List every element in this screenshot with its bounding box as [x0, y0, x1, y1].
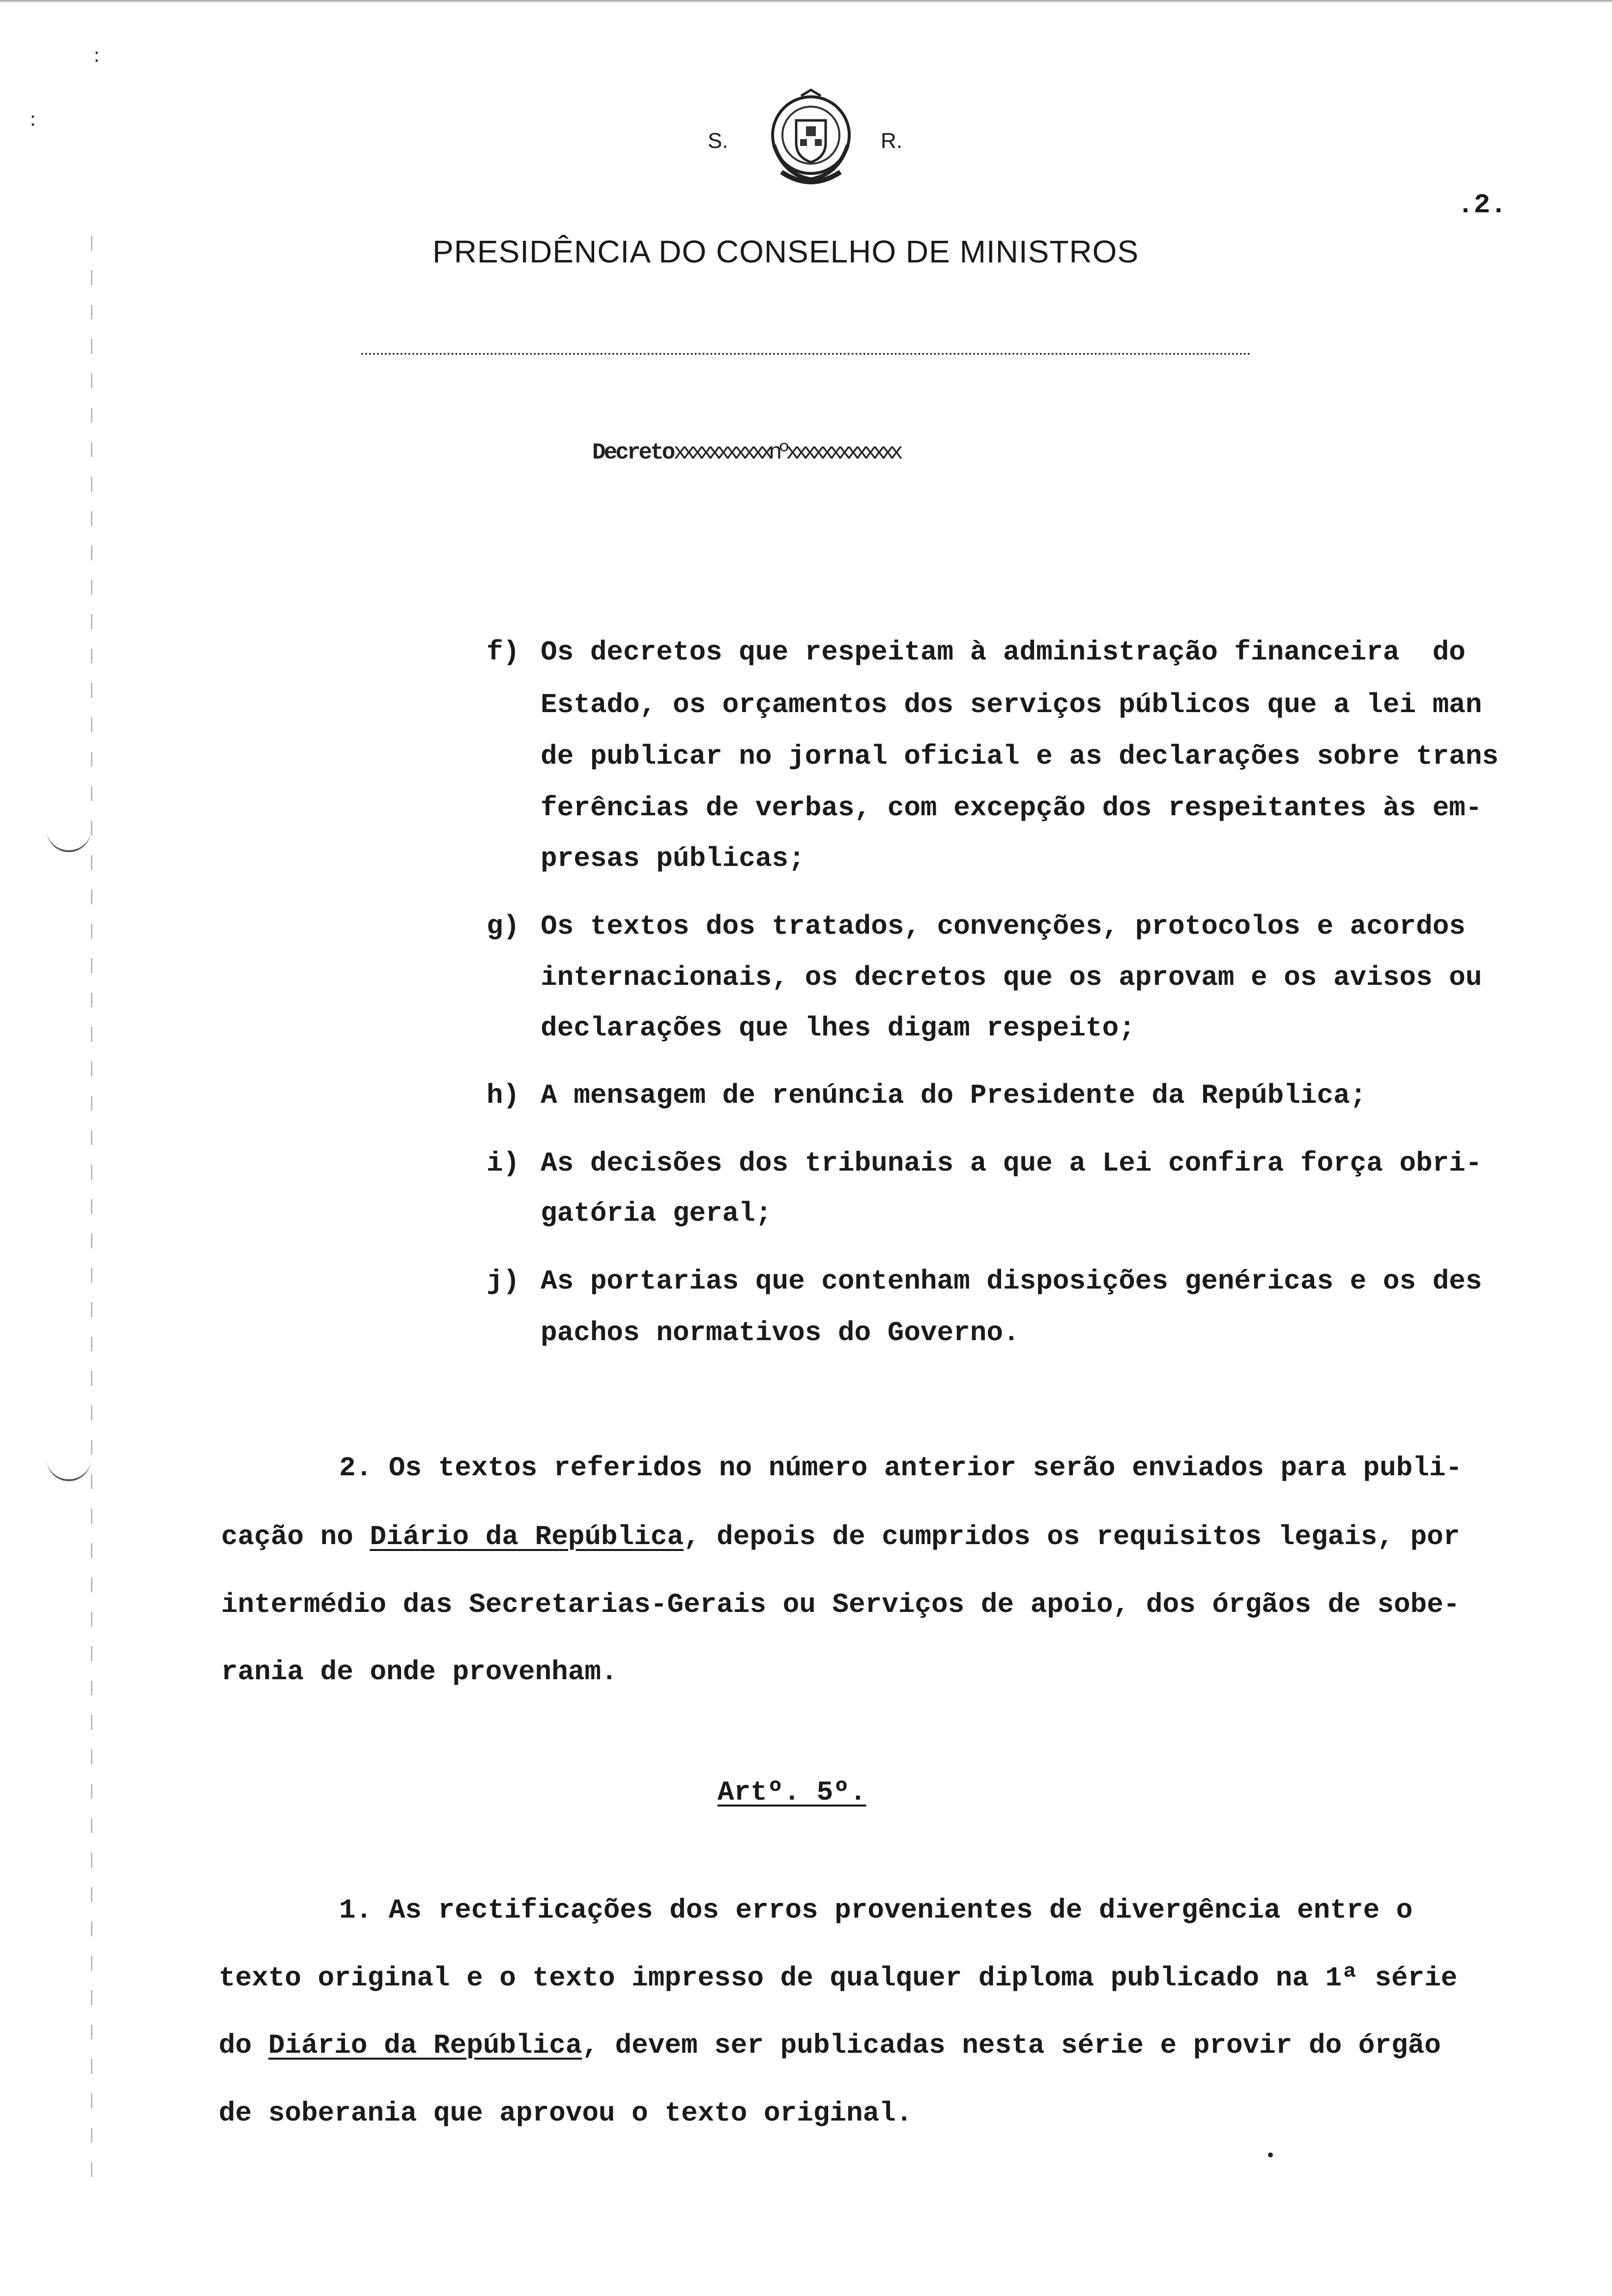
article-heading: Artº. 5º. [718, 1777, 866, 1808]
diario-da-republica-underlined: Diário da República [268, 2030, 582, 2061]
list-item-line: internacionais, os decretos que os aprovam e os avisos ou [541, 962, 1482, 993]
list-item-line: Os textos dos tratados, convenções, protocolos e acordos [541, 911, 1466, 942]
list-item-line: As portarias que contenham disposições genéricas e os des [541, 1265, 1482, 1297]
list-item-line: Estado, os orçamentos dos serviços públicos que a lei man [541, 689, 1482, 720]
list-item-line: Os decretos que respeitam à administração financeira do [541, 636, 1466, 668]
list-item-label: g) [487, 911, 520, 942]
list-item-label: j) [487, 1265, 520, 1297]
punch-hole-mark [47, 1450, 91, 1481]
margin-mark: : [29, 108, 36, 131]
paragraph-line: cação no Diário da República, depois de cumpridos os requisitos legais, por [221, 1521, 1460, 1552]
header-r-letter: R. [881, 129, 902, 153]
diario-da-republica-underlined: Diário da República [370, 1521, 684, 1552]
punch-hole-mark [47, 821, 91, 852]
list-item-line: pachos normativos do Governo. [541, 1317, 1020, 1349]
paragraph-line: rania de onde provenham. [221, 1656, 618, 1688]
list-item-line: As decisões dos tribunais a que a Lei confira força obri- [541, 1148, 1482, 1179]
list-item-label: i) [487, 1148, 520, 1179]
paragraph-line: 1. As rectificações dos erros provenientes de divergência entre o [339, 1894, 1413, 1926]
paragraph-line: intermédio das Secretarias-Gerais ou Serviços de apoio, dos órgãos de sobe- [221, 1589, 1460, 1620]
list-item-label: f) [487, 636, 520, 668]
struck-out-decree-label: Decretoxxxxxxxxxxxnºxxxxxxxxxxxxx [592, 440, 898, 465]
coat-of-arms-seal-icon [762, 86, 860, 199]
paragraph-line: do Diário da República, devem ser publicadas nesta série e provir do órgão [219, 2030, 1441, 2061]
list-item-line: de publicar no jornal oficial e as declarações sobre trans [541, 741, 1499, 772]
paragraph-line: de soberania que aprovou o texto original. [219, 2097, 913, 2129]
dotted-separator [361, 353, 1251, 355]
ink-speck [1268, 2152, 1273, 2157]
list-item-line: gatória geral; [541, 1198, 772, 1229]
list-item-line: presas públicas; [541, 843, 805, 874]
institution-title: PRESIDÊNCIA DO CONSELHO DE MINISTROS [432, 234, 1139, 269]
list-item-line: A mensagem de renúncia do Presidente da República; [541, 1080, 1367, 1111]
paragraph-line: 2. Os textos referidos no número anterior serão enviados para publi- [339, 1452, 1463, 1484]
paragraph-line: texto original e o texto impresso de qualquer diploma publicado na 1ª série [219, 1962, 1458, 1994]
list-item-label: h) [487, 1080, 520, 1111]
binding-margin-line [91, 236, 92, 2192]
margin-mark: : [93, 44, 100, 67]
list-item-line: ferências de verbas, com excepção dos respeitantes às em- [541, 792, 1482, 824]
page-number: .2. [1457, 189, 1507, 221]
scan-top-edge [0, 0, 1612, 3]
header-s-letter: S. [708, 129, 728, 153]
list-item-line: declarações que lhes digam respeito; [541, 1012, 1135, 1044]
